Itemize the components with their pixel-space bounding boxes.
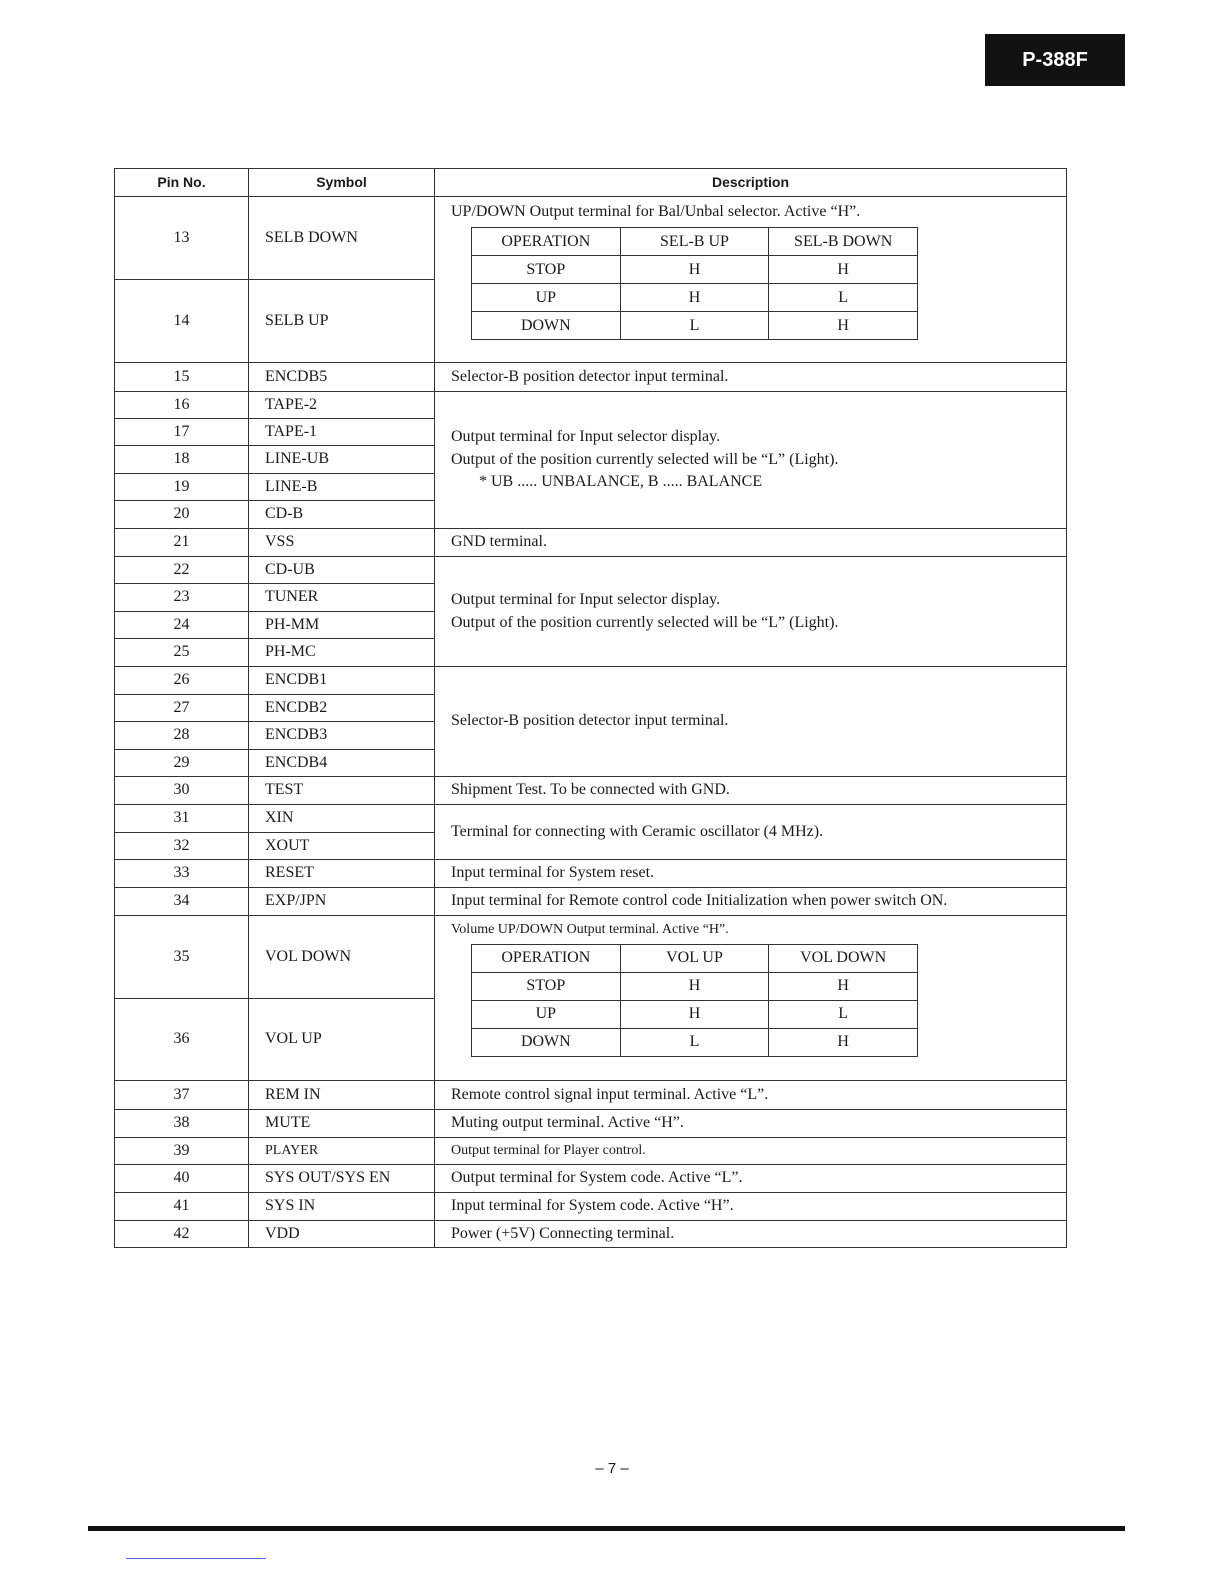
pin-number: 40: [115, 1165, 249, 1193]
pin-symbol: CD-UB: [249, 557, 435, 584]
sub-cell: H: [620, 1001, 769, 1029]
pin-number: 14: [115, 280, 249, 363]
sub-cell: L: [769, 284, 918, 312]
pin-symbol: ENCDB4: [249, 750, 435, 777]
pin-description: [435, 197, 1067, 363]
pin-symbol: EXP/JPN: [249, 888, 435, 916]
table-row: [115, 557, 1067, 584]
selb-operation-table: [471, 227, 918, 340]
pin-number: 31: [115, 805, 249, 833]
pin-symbol: XOUT: [249, 833, 435, 860]
pin-number: 26: [115, 667, 249, 695]
sub-table-row: [472, 312, 918, 340]
page-number: – 7 –: [595, 1460, 629, 1477]
pin-symbol: TUNER: [249, 584, 435, 612]
pin-symbol: ENCDB5: [249, 363, 435, 392]
vol-operation-table: [471, 944, 918, 1057]
table-row: [115, 916, 1067, 999]
description-text: Volume UP/DOWN Output terminal. Active “H”.: [451, 922, 729, 937]
sub-cell: H: [620, 284, 769, 312]
sub-header-cell: VOL DOWN: [769, 945, 918, 973]
sub-header-cell: SEL-B UP: [620, 228, 769, 256]
pin-description: Input terminal for System code. Active “H”.: [435, 1193, 1067, 1221]
pin-number: 15: [115, 363, 249, 392]
sub-table-row: [472, 284, 918, 312]
pin-number: 19: [115, 474, 249, 501]
sub-header-cell: SEL-B DOWN: [769, 228, 918, 256]
sub-table-row: [472, 256, 918, 284]
sub-cell: UP: [472, 284, 621, 312]
pin-number: 30: [115, 777, 249, 805]
table-row: [115, 1165, 1067, 1193]
pin-symbol: LINE-UB: [249, 446, 435, 474]
pin-symbol: LINE-B: [249, 474, 435, 501]
table-row: [115, 1138, 1067, 1165]
sub-cell: H: [769, 312, 918, 340]
pin-symbol: REM IN: [249, 1081, 435, 1110]
sub-cell: H: [620, 256, 769, 284]
sub-cell: H: [769, 973, 918, 1001]
table-row: [115, 1193, 1067, 1221]
pin-symbol: MUTE: [249, 1110, 435, 1138]
pin-symbol: ENCDB2: [249, 695, 435, 722]
table-row: [115, 392, 1067, 419]
pin-symbol: SYS IN: [249, 1193, 435, 1221]
table-row: [115, 888, 1067, 916]
description-text: UP/DOWN Output terminal for Bal/Unbal selector. Active “H”.: [451, 203, 861, 220]
pin-description: Selector-B position detector input terminal.: [435, 363, 1067, 392]
pin-symbol: TEST: [249, 777, 435, 805]
sub-cell: L: [620, 312, 769, 340]
sub-cell: UP: [472, 1001, 621, 1029]
pin-number: 28: [115, 722, 249, 750]
pin-number: 27: [115, 695, 249, 722]
pin-number: 20: [115, 501, 249, 529]
pin-description-table: [114, 168, 1067, 1248]
sub-cell: L: [620, 1029, 769, 1057]
table-row: [115, 805, 1067, 833]
pin-description: Output terminal for System code. Active “L”.: [435, 1165, 1067, 1193]
table-row: [115, 1110, 1067, 1138]
pin-description: Power (+5V) Connecting terminal.: [435, 1221, 1067, 1248]
sub-cell: L: [769, 1001, 918, 1029]
pin-description: Input terminal for System reset.: [435, 860, 1067, 888]
table-row: [115, 363, 1067, 392]
model-badge: P-388F: [985, 34, 1125, 86]
sub-header-cell: OPERATION: [472, 228, 621, 256]
table-row: [115, 777, 1067, 805]
sub-table-row: [472, 973, 918, 1001]
pin-description: Terminal for connecting with Ceramic oscillator (4 MHz).: [435, 805, 1067, 860]
description-line: Output of the position currently selected will be “L” (Light).: [451, 450, 839, 468]
pin-symbol: PH-MM: [249, 612, 435, 639]
sub-table-row: [472, 1029, 918, 1057]
pin-number: 33: [115, 860, 249, 888]
sub-cell: H: [769, 256, 918, 284]
sub-table-header: [472, 945, 918, 973]
pin-number: 37: [115, 1081, 249, 1110]
pin-number: 18: [115, 446, 249, 474]
pin-number: 22: [115, 557, 249, 584]
pin-description: Muting output terminal. Active “H”.: [435, 1110, 1067, 1138]
header-description: Description: [435, 169, 1067, 197]
pin-symbol: CD-B: [249, 501, 435, 529]
pin-number: 42: [115, 1221, 249, 1248]
description-line: Output terminal for Input selector display.: [451, 428, 721, 446]
table-row: [115, 1221, 1067, 1248]
footer-rule: [88, 1526, 1125, 1531]
pin-number: 21: [115, 529, 249, 557]
pin-symbol: PH-MC: [249, 639, 435, 667]
pin-symbol: VOL DOWN: [249, 916, 435, 999]
pin-description: [435, 916, 1067, 1081]
sub-cell: H: [620, 973, 769, 1001]
sub-cell: H: [769, 1029, 918, 1057]
pin-symbol: ENCDB1: [249, 667, 435, 695]
pin-number: 17: [115, 419, 249, 446]
pin-symbol: VOL UP: [249, 999, 435, 1081]
header-symbol: Symbol: [249, 169, 435, 197]
pin-number: 29: [115, 750, 249, 777]
pin-number: 34: [115, 888, 249, 916]
pin-symbol: SELB UP: [249, 280, 435, 363]
table-row: [115, 197, 1067, 280]
table-row: [115, 529, 1067, 557]
pin-symbol: VDD: [249, 1221, 435, 1248]
pin-number: 16: [115, 392, 249, 419]
pin-symbol: XIN: [249, 805, 435, 833]
pin-description: [435, 557, 1067, 667]
pin-symbol: TAPE-1: [249, 419, 435, 446]
sub-cell: STOP: [472, 256, 621, 284]
description-line: Output of the position currently selected will be “L” (Light).: [451, 613, 839, 631]
sub-table-row: [472, 1001, 918, 1029]
pin-description: Input terminal for Remote control code Initialization when power switch ON.: [435, 888, 1067, 916]
table-header-row: [115, 169, 1067, 197]
pin-number: 35: [115, 916, 249, 999]
pin-symbol: SYS OUT/SYS EN: [249, 1165, 435, 1193]
sub-header-cell: OPERATION: [472, 945, 621, 973]
pin-description: Remote control signal input terminal. Active “L”.: [435, 1081, 1067, 1110]
pin-description: GND terminal.: [435, 529, 1067, 557]
description-line: Output terminal for Input selector display.: [451, 591, 721, 609]
footer-accent-line: [126, 1558, 266, 1559]
pin-number: 24: [115, 612, 249, 639]
pin-symbol: ENCDB3: [249, 722, 435, 750]
pin-symbol: VSS: [249, 529, 435, 557]
table-row: [115, 667, 1067, 695]
header-pin-no: Pin No.: [115, 169, 249, 197]
table-row: [115, 1081, 1067, 1110]
sub-header-cell: VOL UP: [620, 945, 769, 973]
pin-number: 23: [115, 584, 249, 612]
sub-cell: STOP: [472, 973, 621, 1001]
pin-symbol: SELB DOWN: [249, 197, 435, 280]
pin-number: 32: [115, 833, 249, 860]
pin-symbol: TAPE-2: [249, 392, 435, 419]
description-note: * UB ..... UNBALANCE, B ..... BALANCE: [479, 473, 763, 491]
sub-table-header: [472, 228, 918, 256]
pin-number: 36: [115, 999, 249, 1081]
pin-number: 41: [115, 1193, 249, 1221]
pin-number: 38: [115, 1110, 249, 1138]
pin-description: Shipment Test. To be connected with GND.: [435, 777, 1067, 805]
pin-description: [435, 392, 1067, 529]
table-row: [115, 860, 1067, 888]
sub-cell: DOWN: [472, 312, 621, 340]
pin-number: 39: [115, 1138, 249, 1165]
pin-symbol: PLAYER: [249, 1138, 435, 1165]
pin-description: Output terminal for Player control.: [435, 1138, 1067, 1165]
pin-description: Selector-B position detector input terminal.: [435, 667, 1067, 777]
pin-number: 25: [115, 639, 249, 667]
pin-number: 13: [115, 197, 249, 280]
pin-symbol: RESET: [249, 860, 435, 888]
sub-cell: DOWN: [472, 1029, 621, 1057]
